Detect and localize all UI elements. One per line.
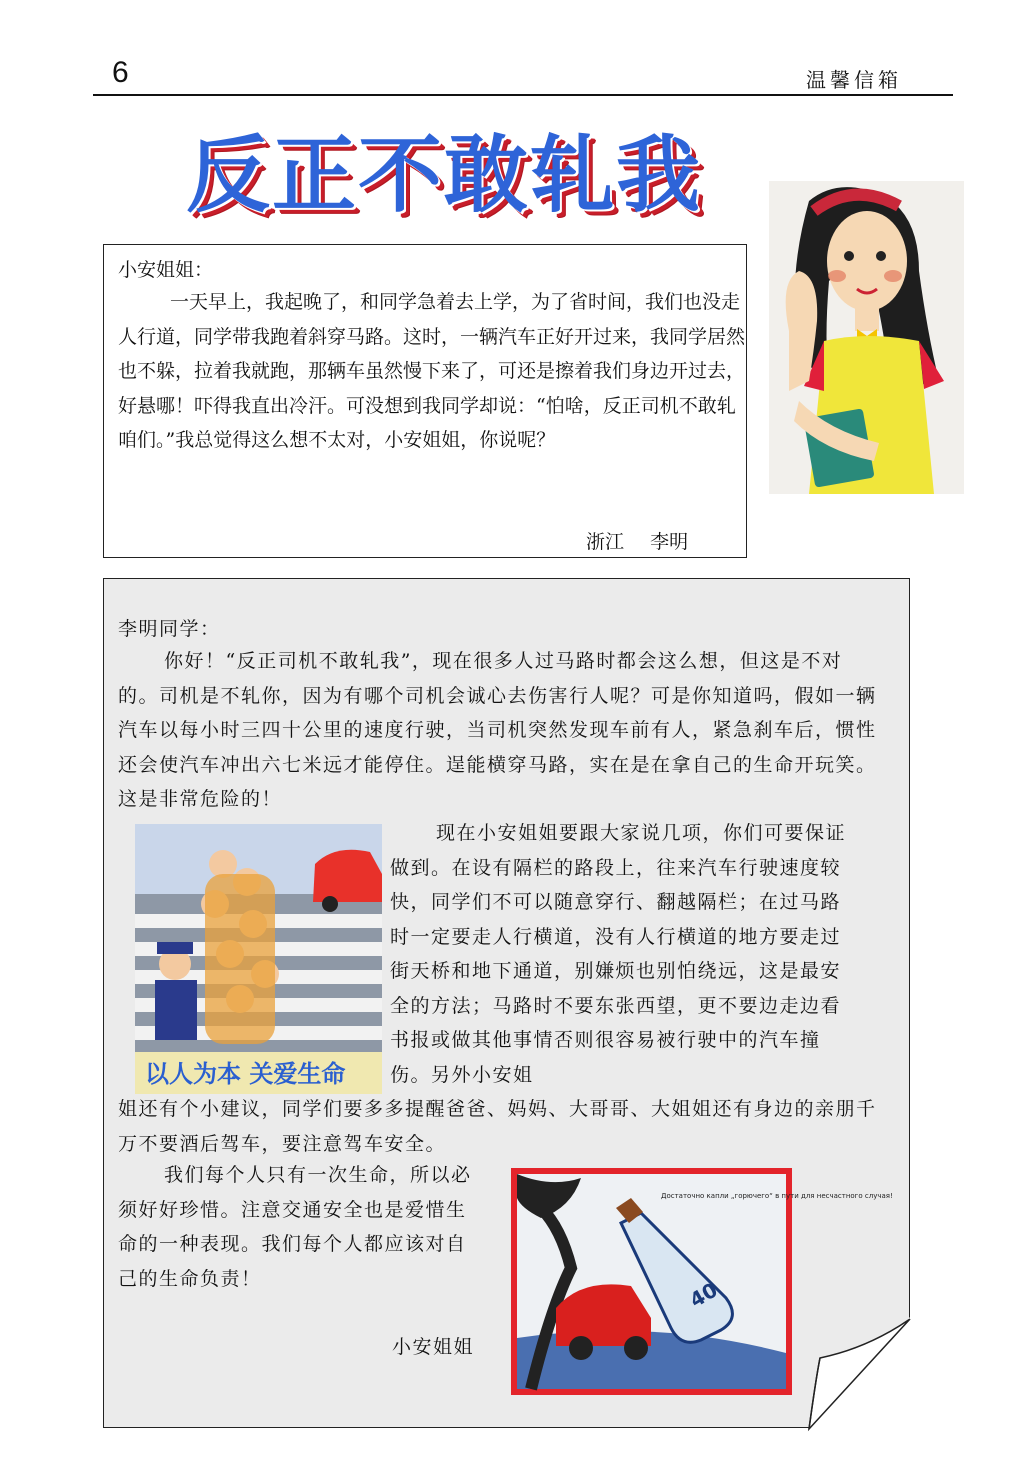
girl-illustration bbox=[769, 181, 964, 494]
sender-place: 浙江 bbox=[586, 531, 625, 553]
letter-body: 一天早上，我起晚了，和同学急着去上学，为了省时间，我们也没走人行道，同学带我跑着斜穿马路。这时，一辆汽车正好开过来，我同学居然也不躲，拉着我就跑，那辆车虽然慢下来了，可还是擦着我们身边开过去，好悬哪！吓得我直出冷汗。可没想到我同学却说：“怕啥，反正司机不敢轧咱们。”我总觉得这么想不太对，小安姐姐，你说呢？ bbox=[118, 291, 746, 451]
drunk-driving-poster bbox=[511, 1168, 893, 1395]
article-title: 反正不敢轧我 bbox=[186, 126, 703, 224]
crosswalk-banner-text: 以人为本 关爱生命 bbox=[145, 1060, 346, 1088]
letter-signature bbox=[586, 527, 688, 554]
reply-salutation: 李明同学： bbox=[118, 618, 221, 640]
header-divider bbox=[93, 94, 953, 96]
page-curl bbox=[808, 1318, 912, 1430]
reply-paragraph-2: 现在小安姐姐要跟大家说几项，你们可要保证做到。在设有隔栏的路段上，往来汽车行驶速度较快，同学们不可以随意穿行、翻越隔栏；在过马路时一定要走人行横道，没有人行横道的地方要走过街天桥和地下通道，别嫌烦也别怕绕远，这是最安全的方法；马路时不要东张西望，更不要边走边看书报或做其他事情否则很容易被行驶中的汽车撞伤。另外小安姐 bbox=[390, 822, 847, 1086]
section-title: 温馨信箱 bbox=[806, 68, 902, 92]
reply-signature: 小安姐姐 bbox=[392, 1336, 475, 1358]
letter-salutation: 小安姐姐： bbox=[118, 259, 214, 281]
reply-paragraph-3: 我们每个人只有一次生命，所以必须好好珍惜。注意交通安全也是爱惜生命的一种表现。我们每个人都应该对自己的生命负责！ bbox=[118, 1164, 472, 1290]
reply-paragraph-2-continued: 姐还有个小建议，同学们要多多提醒爸爸、妈妈、大哥哥、大姐姐还有身边的亲朋千万不要酒后驾车，要注意驾车安全。 bbox=[118, 1098, 877, 1155]
bottle-label: 40 bbox=[685, 1277, 722, 1313]
poster-caption: Достаточно капли „горючего“ в пути для несчастного случая! bbox=[661, 1192, 893, 1200]
page-number: 6 bbox=[112, 56, 129, 89]
reply-paragraph-1: 你好！“反正司机不敢轧我”，现在很多人过马路时都会这么想，但这是不对的。司机是不轧你，因为有哪个司机会诚心去伤害行人呢？可是你知道吗，假如一辆汽车以每小时三四十公里的速度行驶，当司机突然发现车前有人，紧急刹车后，惯性还会使汽车冲出六七米远才能停住。逞能横穿马路，实在是在拿自己的生命开玩笑。这是非常危险的！ bbox=[118, 650, 877, 810]
sender-name: 李明 bbox=[650, 531, 689, 553]
crosswalk-illustration bbox=[135, 824, 382, 1094]
reader-letter bbox=[103, 244, 747, 558]
